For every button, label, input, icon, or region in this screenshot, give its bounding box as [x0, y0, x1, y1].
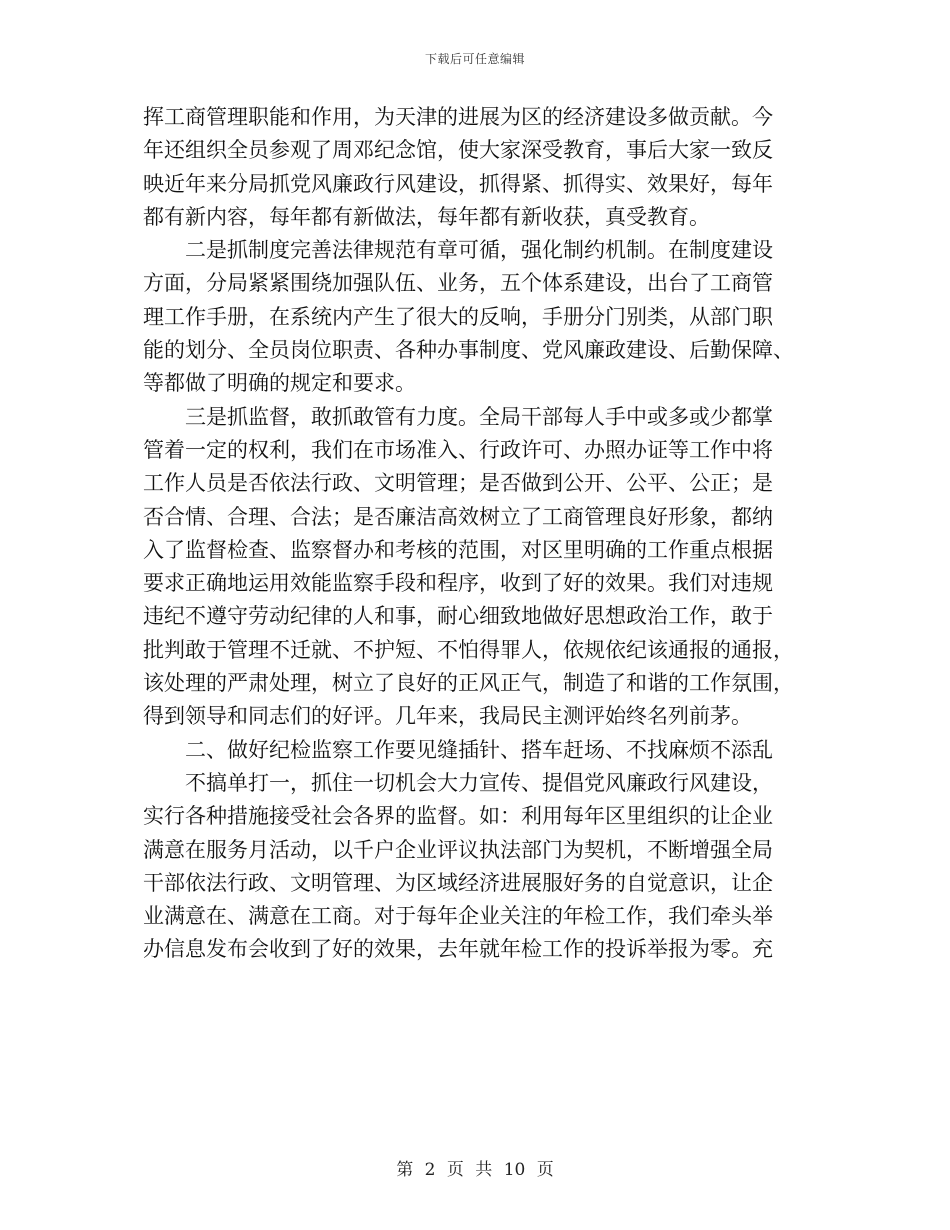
text-line: 三是抓监督，敢抓敢管有力度。全局干部每人手中或多或少都掌 [143, 404, 773, 429]
page-number: 第 2 页 共 10 页 [396, 1160, 554, 1180]
text-line: 得到领导和同志们的好评。几年来，我局民主测评始终名列前茅。 [143, 704, 752, 729]
text-line: 二是抓制度完善法律规范有章可循，强化制约机制。在制度建设 [143, 238, 773, 263]
text-line: 入了监督检查、监察督办和考核的范围，对区里明确的工作重点根据 [143, 537, 773, 562]
page-header: 下载后可任意编辑 [424, 52, 525, 66]
text-line: 业满意在、满意在工商。对于每年企业关注的年检工作，我们牵头举 [143, 904, 773, 929]
text-line: 否合情、合理、合法；是否廉洁高效树立了工商管理良好形象，都纳 [143, 504, 773, 529]
text-line: 理工作手册，在系统内产生了很大的反响，手册分门别类，从部门职 [143, 304, 773, 329]
text-line: 办信息发布会收到了好的效果，去年就年检工作的投诉举报为零。充 [143, 937, 773, 962]
text-line: 不搞单打一，抓住一切机会大力宣传、提倡党风廉政行风建设， [143, 770, 773, 795]
text-line: 工作人员是否依法行政、文明管理；是否做到公开、公平、公正；是 [143, 471, 773, 496]
text-line: 方面，分局紧紧围绕加强队伍、业务，五个体系建设，出台了工商管 [143, 271, 773, 296]
text-line: 干部依法行政、文明管理、为区域经济进展服好务的自觉意识，让企 [143, 870, 773, 895]
text-line: 能的划分、全员岗位职责、各种办事制度、党风廉政建设、后勤保障、 [143, 338, 794, 363]
text-line: 要求正确地运用效能监察手段和程序，收到了好的效果。我们对违规 [143, 571, 773, 596]
document-body [143, 101, 808, 967]
text-line: 实行各种措施接受社会各界的监督。如：利用每年区里组织的让企业 [143, 804, 773, 829]
text-line: 批判敢于管理不迁就、不护短、不怕得罪人，依规依纪该通报的通报， [143, 637, 794, 662]
text-line: 满意在服务月活动，以千户企业评议执法部门为契机，不断增强全局 [143, 837, 773, 862]
text-line: 映近年来分局抓党风廉政行风建设，抓得紧、抓得实、效果好，每年 [143, 171, 773, 196]
text-line: 等都做了明确的规定和要求。 [143, 371, 416, 396]
text-line: 年还组织全员参观了周邓纪念馆，使大家深受教育，事后大家一致反 [143, 138, 773, 163]
text-line: 都有新内容，每年都有新做法，每年都有新收获，真受教育。 [143, 204, 710, 229]
text-line: 管着一定的权利，我们在市场准入、行政许可、办照办证等工作中将 [143, 437, 773, 462]
section-heading: 二、做好纪检监察工作要见缝插针、搭车赶场、不找麻烦不添乱 [143, 737, 773, 762]
text-line: 该处理的严肃处理，树立了良好的正风正气，制造了和谐的工作氛围， [143, 671, 794, 696]
text-line: 违纪不遵守劳动纪律的人和事，耐心细致地做好思想政治工作，敢于 [143, 604, 773, 629]
text-line: 挥工商管理职能和作用，为天津的进展为区的经济建设多做贡献。今 [143, 105, 773, 129]
